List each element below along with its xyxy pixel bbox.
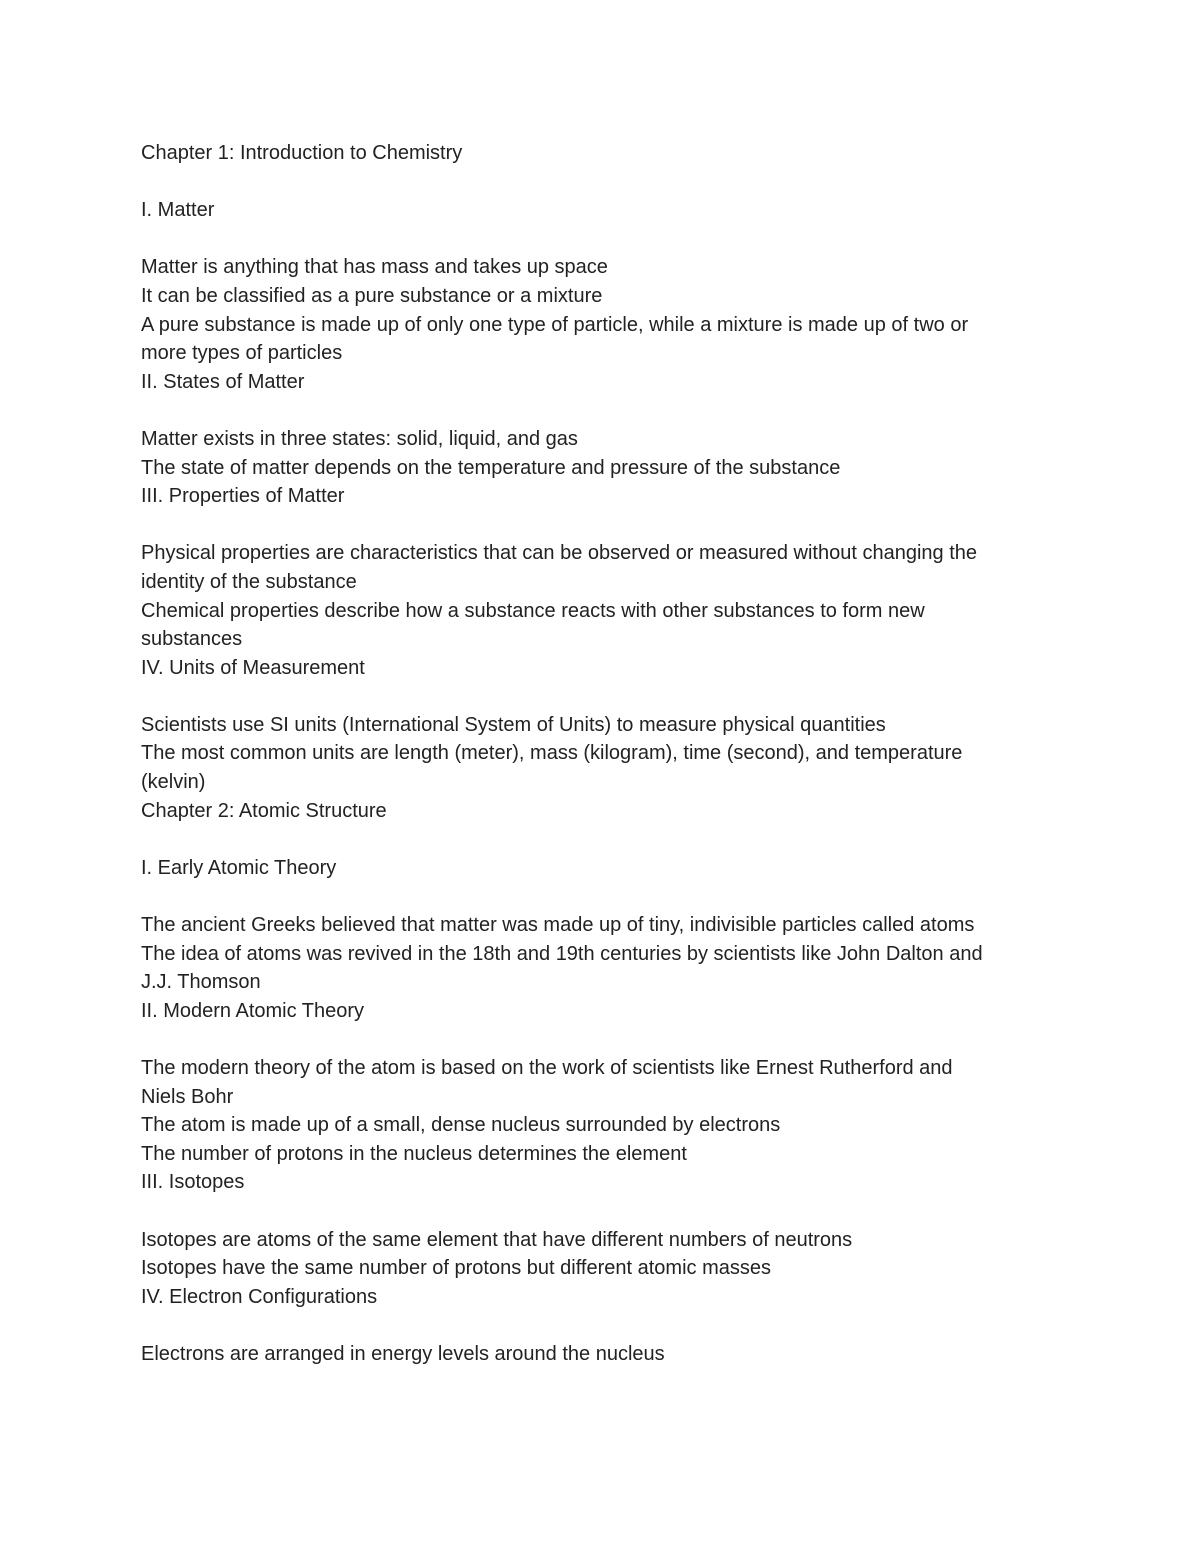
blank-line [141,225,1061,254]
chapter-2-title: Chapter 2: Atomic Structure [141,799,387,822]
blank-line [141,1197,1061,1226]
text-line: The most common units are length (meter), mass (kilogram), time (second), and temperature [141,742,963,765]
blank-line [141,396,1061,425]
text-line: The atom is made up of a small, dense nucleus surrounded by electrons [141,1114,781,1137]
text-line: The ancient Greeks believed that matter was made up of tiny, indivisible particles called atoms [141,914,975,937]
text-line: Isotopes are atoms of the same element that have different numbers of neutrons [141,1228,853,1251]
text-line: The state of matter depends on the temperature and pressure of the substance [141,456,841,479]
blank-line [141,511,1061,540]
text-line: Matter exists in three states: solid, liquid, and gas [141,427,578,450]
blank-line [141,682,1061,711]
chapter-1-title: Chapter 1: Introduction to Chemistry [141,142,463,164]
blank-line [141,1025,1061,1054]
text-line: The number of protons in the nucleus determines the element [141,1142,687,1165]
section-heading-states-of-matter: II. States of Matter [141,370,305,393]
blank-line [141,168,1061,197]
text-line: Scientists use SI units (International System of Units) to measure physical quantities [141,713,886,736]
section-heading-properties-of-matter: III. Properties of Matter [141,485,345,508]
blank-line [141,825,1061,854]
text-line: Electrons are arranged in energy levels around the nucleus [141,1342,665,1365]
text-line: Matter is anything that has mass and takes up space [141,256,608,279]
section-heading-electron-configurations: IV. Electron Configurations [141,1285,378,1308]
section-heading-matter: I. Matter [141,199,215,222]
blank-line [141,882,1061,911]
text-line: (kelvin) [141,771,206,794]
text-line: The modern theory of the atom is based on the work of scientists like Ernest Rutherford and [141,1057,953,1079]
blank-line [141,1311,1061,1340]
text-line: The idea of atoms was revived in the 18th and 19th centuries by scientists like John Dalton and [141,942,983,965]
text-line: Physical properties are characteristics that can be observed or measured without changing the [141,542,978,565]
text-line: substances [141,628,243,651]
document-body [141,139,1061,1369]
text-line: Chemical properties describe how a substance reacts with other substances to form new [141,599,925,622]
text-line: J.J. Thomson [141,971,261,994]
text-line: more types of particles [141,342,343,365]
text-line: Niels Bohr [141,1085,234,1108]
text-line: Isotopes have the same number of protons but different atomic masses [141,1257,771,1280]
text-line: It can be classified as a pure substance or a mixture [141,284,603,307]
text-line: A pure substance is made up of only one type of particle, while a mixture is made up of two or [141,313,969,336]
section-heading-early-atomic-theory: I. Early Atomic Theory [141,856,337,879]
section-heading-units-of-measurement: IV. Units of Measurement [141,656,365,679]
section-heading-modern-atomic-theory: II. Modern Atomic Theory [141,999,365,1022]
section-heading-isotopes: III. Isotopes [141,1171,245,1194]
text-line: identity of the substance [141,570,357,593]
